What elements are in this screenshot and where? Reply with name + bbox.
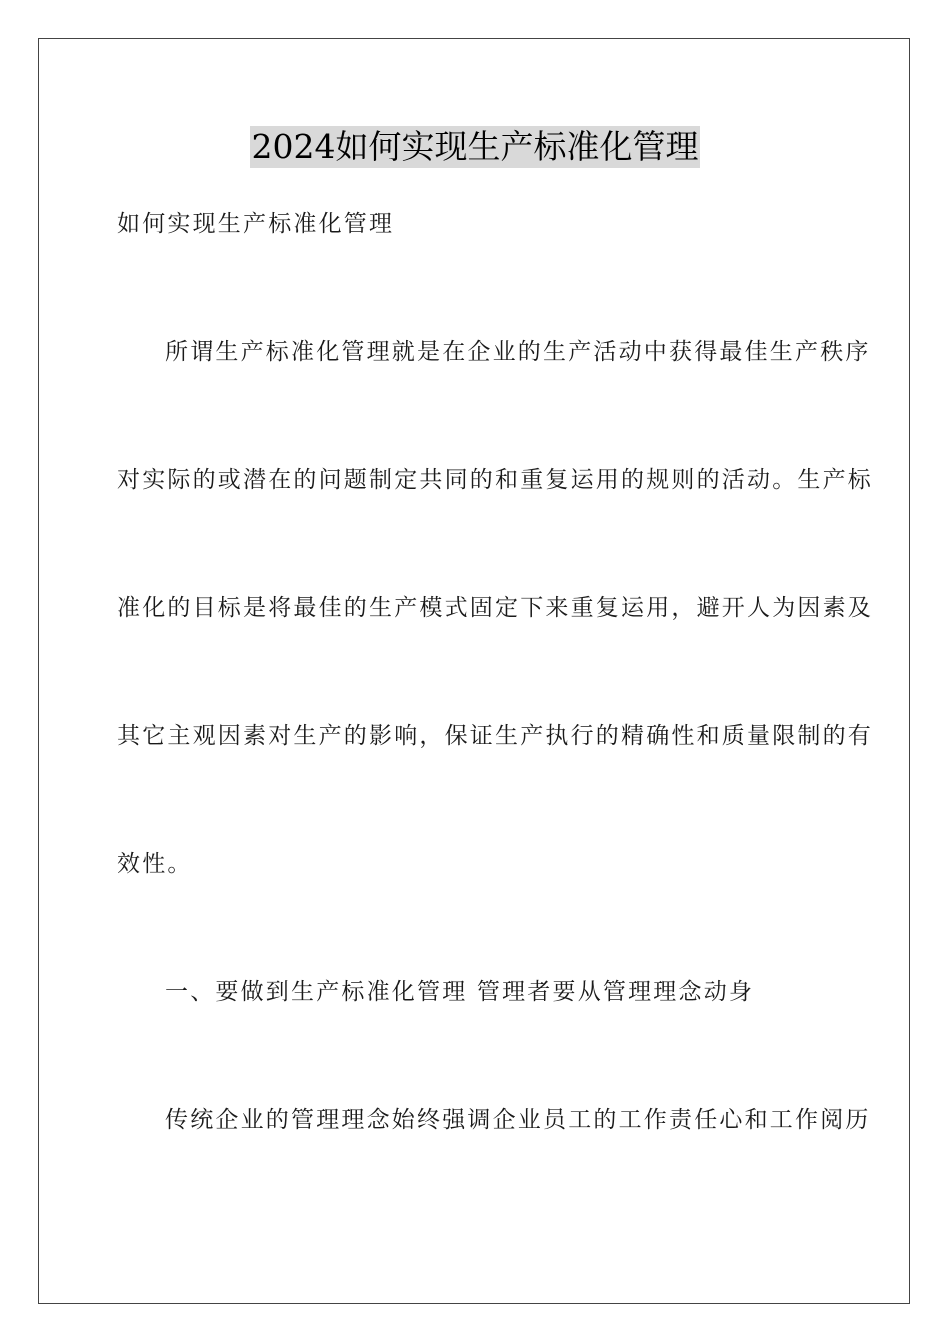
paragraph-line-1: 所谓生产标准化管理就是在企业的生产活动中获得最佳生产秩序 bbox=[165, 339, 871, 365]
paragraph-line-4: 其它主观因素对生产的影响，保证生产执行的精确性和质量限制的有 bbox=[117, 723, 873, 749]
paragraph-line-3: 准化的目标是将最佳的生产模式固定下来重复运用，避开人为因素及 bbox=[117, 595, 873, 621]
document-subtitle: 如何实现生产标准化管理 bbox=[117, 211, 395, 237]
document-title: 2024如何实现生产标准化管理 bbox=[251, 127, 699, 166]
title-container bbox=[0, 126, 950, 168]
section-heading-1: 一、要做到生产标准化管理 管理者要从管理理念动身 bbox=[165, 979, 755, 1005]
paragraph-line-5: 效性。 bbox=[117, 851, 193, 877]
paragraph-line-6: 传统企业的管理理念始终强调企业员工的工作责任心和工作阅历 bbox=[165, 1107, 871, 1133]
paragraph-line-2: 对实际的或潜在的问题制定共同的和重复运用的规则的活动。生产标 bbox=[117, 467, 873, 493]
